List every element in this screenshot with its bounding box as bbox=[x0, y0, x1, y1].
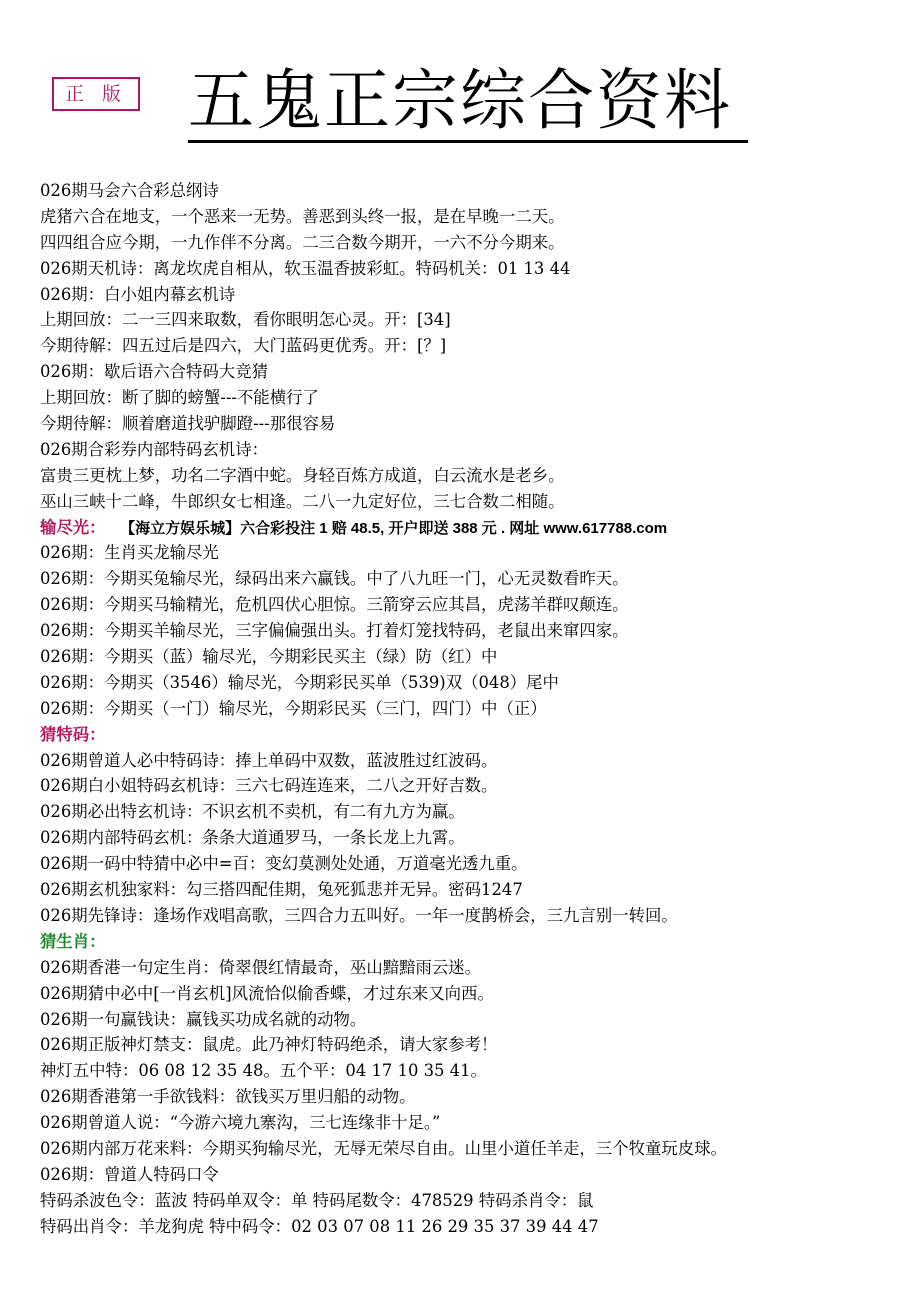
text-line: 026期玄机独家料：勾三搭四配佳期，兔死狐悲并无异。密码1247 bbox=[40, 880, 523, 900]
section-heading-caitema: 猜特码： bbox=[40, 724, 106, 744]
text-line: 特码出肖令：羊龙狗虎 特中码令：02 03 07 08 11 26 29 35 37 39 44 47 bbox=[40, 1216, 599, 1236]
text-line: 026期猜中必中[一肖玄机]风流恰似偷香蝶，才过东来又向西。 bbox=[40, 983, 494, 1003]
text-line: 026期合彩券内部特码玄机诗： bbox=[40, 439, 268, 459]
text-line: 神灯五中特：06 08 12 35 48。五个平：04 17 10 35 41。 bbox=[40, 1061, 487, 1081]
text-line: 四四组合应今期，一九作伴不分离。二三合数今期开，一六不分今期来。 bbox=[40, 232, 565, 252]
text-line: 026期马会六合彩总纲诗 bbox=[40, 181, 219, 200]
section-label: 输尽光： bbox=[40, 517, 106, 537]
content-body bbox=[40, 178, 892, 1240]
text-line: 富贵三更枕上梦，功名二字酒中蛇。身轻百炼方成道，白云流水是老乡。 bbox=[40, 465, 565, 485]
edition-badge: 正 版 bbox=[52, 77, 140, 111]
text-line: 今期待解：顺着磨道找驴脚蹬---那很容易 bbox=[40, 414, 336, 434]
title-underline bbox=[188, 140, 748, 143]
text-line: 026期香港第一手欲钱料：欲钱买万里归船的动物。 bbox=[40, 1087, 416, 1107]
text-line: 026期白小姐特码玄机诗：三六七码连连来，二八之开好吉数。 bbox=[40, 776, 498, 796]
text-line: 026期正版神灯禁支：鼠虎。此乃神灯特码绝杀，请大家参考！ bbox=[40, 1035, 498, 1055]
text-line: 026期：今期买（3546）输尽光，今期彩民买单（539)双（048）尾中 bbox=[40, 672, 559, 692]
section-heading-shuijinguang bbox=[40, 515, 892, 541]
text-line: 026期香港一句定生肖：倚翠偎红情最奇，巫山黯黯雨云迷。 bbox=[40, 957, 482, 977]
text-line: 026期：生肖买龙输尽光 bbox=[40, 543, 219, 563]
text-line: 026期必出特玄机诗：不识玄机不卖机，有二有九方为赢。 bbox=[40, 802, 465, 822]
text-line: 026期一码中特猜中必中=百：变幻莫测处处通，万道毫光透九重。 bbox=[40, 854, 528, 874]
text-line: 026期曾道人说：“今游六境九寨沟，三七连缘非十足。” bbox=[40, 1113, 441, 1133]
text-line: 026期：今期买（一门）输尽光，今期彩民买（三门，四门）中（正） bbox=[40, 698, 547, 718]
text-line: 今期待解：四五过后是四六，大门蓝码更优秀。开：[？] bbox=[40, 336, 447, 356]
text-line: 026期内部特码玄机：条条大道通罗马，一条长龙上九霄。 bbox=[40, 828, 465, 848]
text-line: 026期一句赢钱诀：赢钱买功成名就的动物。 bbox=[40, 1009, 367, 1029]
text-line: 026期天机诗：离龙坎虎自相从，软玉温香披彩虹。特码机关：01 13 44 bbox=[40, 258, 571, 278]
text-line: 026期：曾道人特码口令 bbox=[40, 1164, 219, 1184]
page-title: 五鬼正宗综合资料 bbox=[188, 62, 732, 139]
text-line: 026期：今期买羊输尽光，三字偏偏强出头。打着灯笼找特码，老鼠出来窜四家。 bbox=[40, 621, 629, 641]
text-line: 026期：今期买（蓝）输尽光，今期彩民买主（绿）防（红）中 bbox=[40, 647, 498, 667]
text-line: 026期：白小姐内幕玄机诗 bbox=[40, 284, 236, 304]
section-heading-caishengxiao: 猜生肖： bbox=[40, 931, 106, 951]
text-line: 虎猪六合在地支，一个恶来一无势。善恶到头终一报，是在早晚一二天。 bbox=[40, 206, 565, 226]
text-line: 特码杀波色令：蓝波 特码单双令：单 特码尾数令：478529 特码杀肖令：鼠 bbox=[40, 1190, 594, 1210]
text-line: 026期：歇后语六合特码大竞猜 bbox=[40, 362, 268, 382]
text-line: 026期：今期买马输精光，危机四伏心胆惊。三箭穿云应其昌，虎荡羊群叹颠连。 bbox=[40, 595, 629, 615]
text-line: 026期曾道人必中特码诗：捧上单码中双数，蓝波胜过红波码。 bbox=[40, 750, 498, 770]
text-line: 026期先锋诗：逢场作戏唱高歌，三四合力五叫好。一年一度鹊桥会，三九言别一转回。 bbox=[40, 905, 678, 925]
text-line: 上期回放：断了脚的螃蟹---不能横行了 bbox=[40, 388, 319, 408]
ad-banner-text: 【海立方娱乐城】六合彩投注 1 赔 48.5, 开户即送 388 元 . 网址 www.617788.com bbox=[127, 519, 668, 537]
text-line: 巫山三峡十二峰，牛郎织女七相逢。二八一九定好位，三七合数二相随。 bbox=[40, 491, 565, 511]
text-line: 上期回放：二一三四来取数，看你眼明怎心灵。开：[34] bbox=[40, 310, 451, 330]
text-line: 026期：今期买兔输尽光，绿码出来六赢钱。中了八九旺一门，心无灵数看昨天。 bbox=[40, 569, 629, 589]
text-line: 026期内部万花来料：今期买狗输尽光，无辱无荣尽自由。山里小道任羊走，三个牧童玩皮球。 bbox=[40, 1138, 727, 1158]
